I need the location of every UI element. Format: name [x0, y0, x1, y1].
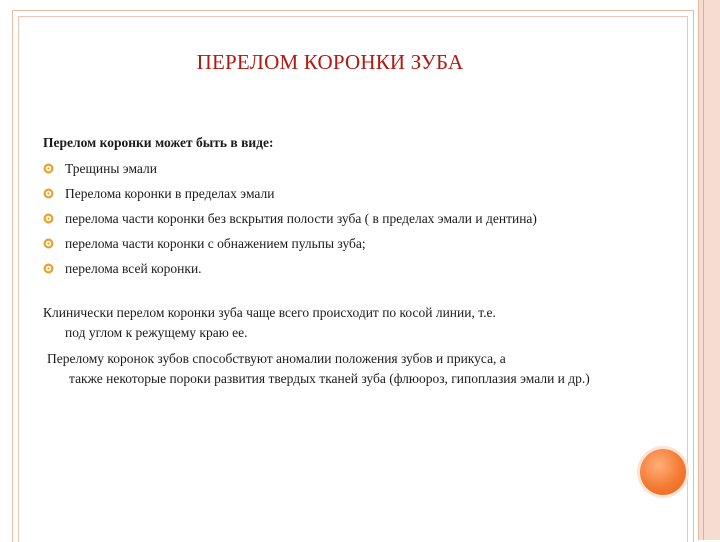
list-item-text: Трещины эмали: [65, 161, 157, 176]
slide-content: [43, 133, 633, 389]
slide-title: ПЕРЕЛОМ КОРОНКИ ЗУБА: [196, 50, 464, 74]
bullet-list: [43, 159, 633, 279]
paragraph-clinical-line1: Клинически перелом коронки зуба чаще всего происходит по косой линии, т.е.: [43, 305, 496, 320]
lead-text: Перелом коронки может быть в виде:: [43, 135, 274, 150]
right-decorative-bar: [698, 0, 720, 540]
list-item-text: перелома всей коронки.: [65, 261, 202, 276]
list-item: [43, 259, 633, 279]
paragraph-clinical: [43, 303, 633, 343]
gear-bullet-icon: [43, 163, 54, 174]
list-item: [43, 234, 633, 254]
list-item: [43, 159, 633, 179]
gear-bullet-icon: [43, 188, 54, 199]
list-item: [43, 184, 633, 204]
list-item-text: перелома части коронки без вскрытия полости зуба ( в пределах эмали и дентина): [65, 211, 537, 226]
gear-bullet-icon: [43, 238, 54, 249]
paragraph-causes-line1: Перелому коронок зубов способствуют аномалии положения зубов и прикуса, а: [47, 351, 506, 366]
list-item-text: перелома части коронки с обнажением пульпы зуба;: [65, 236, 366, 251]
list-item: [43, 209, 633, 229]
gear-bullet-icon: [43, 263, 54, 274]
paragraph-causes: [43, 349, 633, 389]
list-item-text: Перелома коронки в пределах эмали: [65, 186, 275, 201]
orange-circle-icon: [640, 449, 686, 495]
gear-bullet-icon: [43, 213, 54, 224]
right-decorative-line: [703, 0, 704, 540]
paragraph-causes-line2: также некоторые пороки развития твердых тканей зуба (флюороз, гипоплазия эмали и др.): [69, 371, 590, 386]
paragraph-clinical-line2: под углом к режущему краю ее.: [65, 325, 248, 340]
